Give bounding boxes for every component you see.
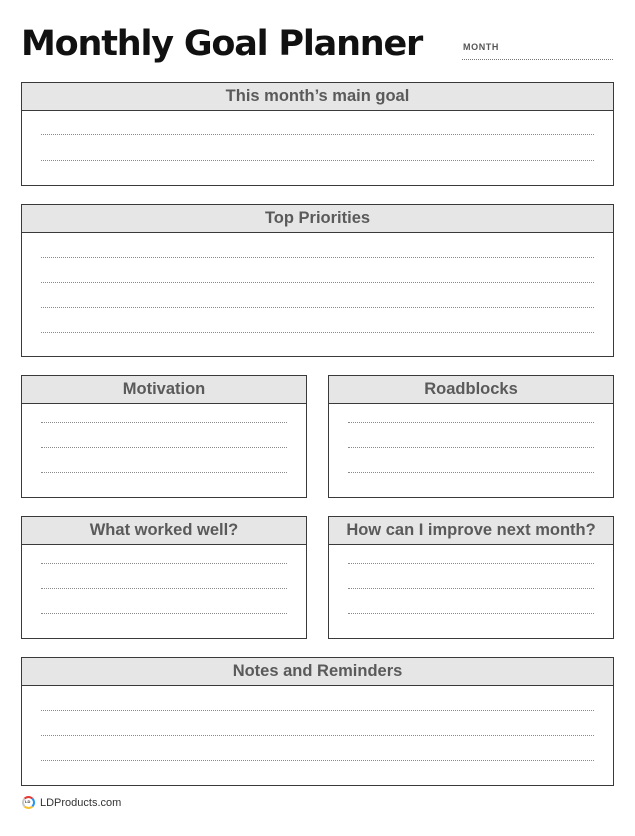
top-priorities-header: Top Priorities [22,205,613,233]
writing-line[interactable] [41,282,594,283]
writing-line[interactable] [348,588,594,589]
improve-box [328,516,614,639]
writing-line[interactable] [41,160,594,161]
writing-line[interactable] [41,422,287,423]
writing-line[interactable] [41,134,594,135]
writing-line[interactable] [41,588,287,589]
writing-line[interactable] [41,760,594,761]
writing-line[interactable] [41,307,594,308]
footer-brand-text: LDProducts.com [40,796,122,809]
main-goal-header: This month’s main goal [22,83,613,111]
writing-line[interactable] [41,563,287,564]
main-goal-box [21,82,614,186]
roadblocks-box [328,375,614,498]
writing-line[interactable] [348,447,594,448]
writing-line[interactable] [348,472,594,473]
motivation-header: Motivation [22,376,306,404]
notes-header: Notes and Reminders [22,658,613,686]
improve-header: How can I improve next month? [329,517,613,545]
writing-line[interactable] [41,472,287,473]
roadblocks-header: Roadblocks [329,376,613,404]
worked-well-header: What worked well? [22,517,306,545]
top-priorities-box [21,204,614,357]
month-label: MONTH [463,42,499,52]
ldproducts-logo-icon: LD [22,796,35,809]
worked-well-box [21,516,307,639]
writing-line[interactable] [41,332,594,333]
writing-line[interactable] [41,735,594,736]
notes-box [21,657,614,786]
page-title: Monthly Goal Planner [21,24,423,64]
writing-line[interactable] [41,613,287,614]
writing-line[interactable] [41,447,287,448]
footer-brand [22,796,121,809]
writing-line[interactable] [41,257,594,258]
writing-line[interactable] [348,563,594,564]
writing-line[interactable] [348,613,594,614]
writing-line[interactable] [41,710,594,711]
writing-line[interactable] [348,422,594,423]
motivation-box [21,375,307,498]
month-input-line[interactable] [462,59,613,60]
